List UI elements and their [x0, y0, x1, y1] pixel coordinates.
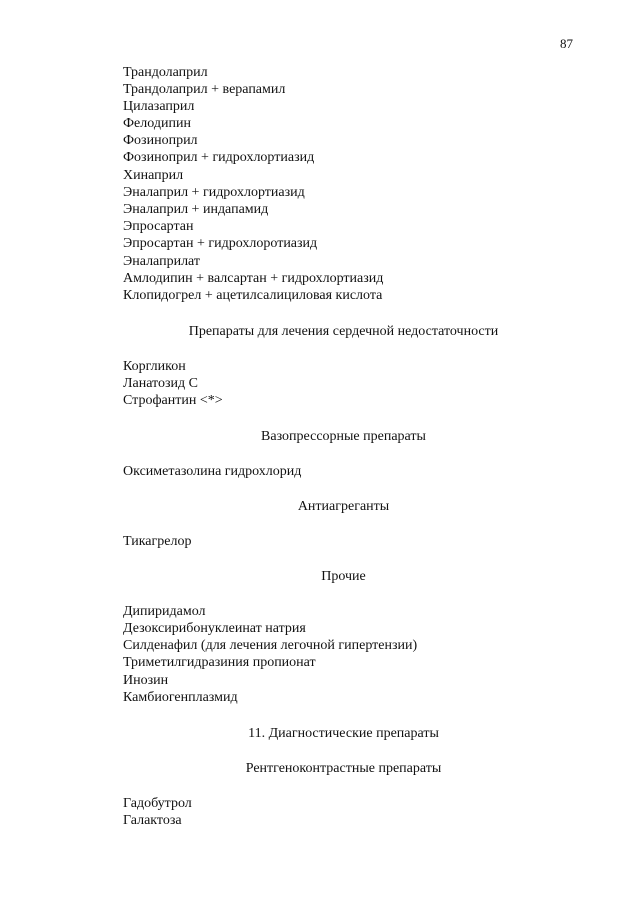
- list-item: Силденафил (для лечения легочной гипертензии): [123, 638, 418, 653]
- page-number: 87: [560, 36, 573, 51]
- list-item: Трандолаприл: [123, 65, 208, 80]
- list-item: Триметилгидразиния пропионат: [123, 655, 316, 670]
- list-item: Фозиноприл: [123, 133, 198, 148]
- section-heading-diagnostic: 11. Диагностические препараты: [248, 726, 439, 741]
- list-item: Инозин: [123, 673, 169, 688]
- list-item: Коргликон: [123, 359, 186, 374]
- list-item: Эналаприлат: [123, 254, 201, 269]
- list-item: Трандолаприл + верапамил: [123, 82, 286, 97]
- list-item: Тикагрелор: [123, 534, 192, 549]
- section-heading-radiocontrast: Рентгеноконтрастные препараты: [245, 761, 442, 776]
- list-item: Дипиридамол: [123, 604, 206, 619]
- list-item: Эналаприл + индапамид: [123, 202, 269, 217]
- list-item: Строфантин <*>: [123, 393, 223, 408]
- section-heading-other: Прочие: [321, 569, 366, 584]
- list-item: Оксиметазолина гидрохлорид: [123, 464, 302, 479]
- list-item: Фелодипин: [123, 116, 191, 131]
- list-item: Хинаприл: [123, 168, 184, 183]
- section-heading-antiaggregants: Антиагреганты: [297, 499, 390, 514]
- list-item: Дезоксирибонуклеинат натрия: [123, 621, 306, 636]
- list-item: Клопидогрел + ацетилсалициловая кислота: [123, 288, 383, 303]
- section-heading-vasopressor: Вазопрессорные препараты: [261, 429, 426, 444]
- list-item: Гадобутрол: [123, 796, 192, 811]
- list-item: Эналаприл + гидрохлортиазид: [123, 185, 305, 200]
- list-item: Цилазаприл: [123, 99, 195, 114]
- list-item: Амлодипин + валсартан + гидрохлортиазид: [123, 271, 384, 286]
- list-item: Эпросартан + гидрохлоротиазид: [123, 236, 318, 251]
- list-item: Эпросартан: [123, 219, 194, 234]
- list-item: Фозиноприл + гидрохлортиазид: [123, 150, 315, 165]
- list-item: Ланатозид С: [123, 376, 198, 391]
- section-heading-heart-failure: Препараты для лечения сердечной недостаточности: [188, 324, 499, 339]
- list-item: Галактоза: [123, 813, 182, 828]
- list-item: Камбиогенплазмид: [123, 690, 238, 705]
